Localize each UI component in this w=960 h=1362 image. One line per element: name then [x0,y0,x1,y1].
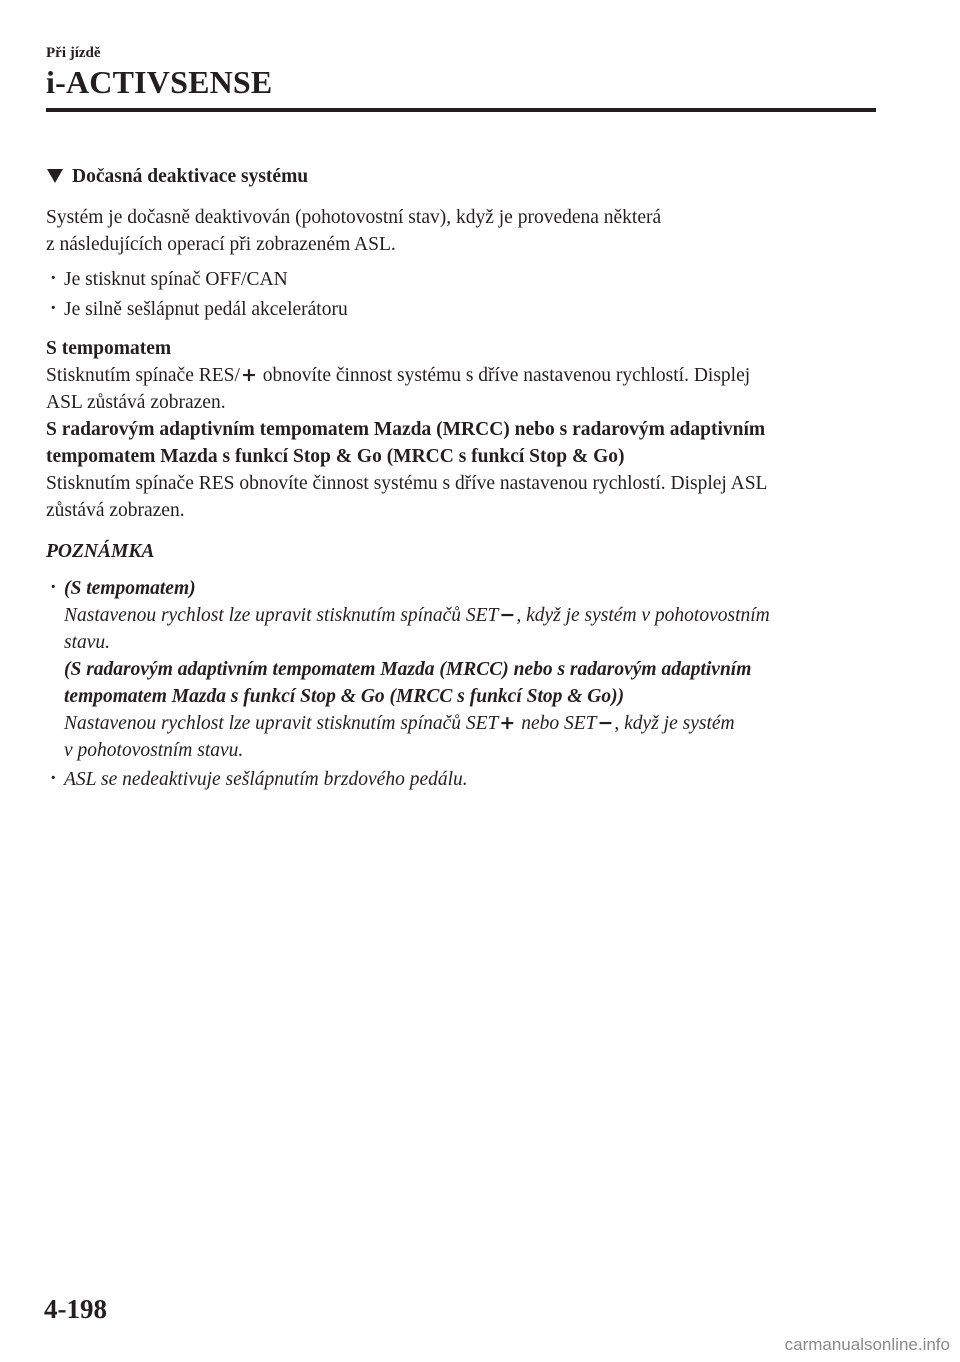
page-content [46,162,876,795]
note-list [46,575,876,793]
triangle-down-icon [47,169,63,183]
subsection-title: Dočasná deaktivace systému [72,165,309,187]
header-divider [46,108,876,112]
note-text-2-line-2: v pohotovostním stavu. [64,740,244,761]
note-title: POZNÁMKA [46,541,155,562]
mrcc-text [46,470,876,524]
note-text-1-before: Nastavenou rychlost lze upravit stisknutím spínačů SET [64,605,499,626]
note-text-1-after: , když je systém v pohotovostním [516,605,770,626]
page-header [46,44,876,100]
plus-icon: + [499,712,516,734]
note-item: · ASL se nedeaktivuje sešlápnutím brzdového pedálu. [46,766,876,793]
list-item: · Je stisknut spínač OFF/CAN [46,266,876,293]
mrcc-text-line-1: Stisknutím spínače RES obnovíte činnost systému s dříve nastavenou rychlostí. Displej ASL [46,473,768,494]
cruise-control-block [46,335,876,524]
minus-icon: − [597,712,614,734]
cruise-control-heading: S tempomatem [46,338,172,359]
watermark: carmanualsonline.info [784,1335,950,1354]
note-text-2-mid: nebo SET [516,713,597,734]
cruise-text-before: Stisknutím spínače RES/ [46,365,240,386]
plus-icon: + [240,364,257,386]
cruise-text-after: obnovíte činnost systému s dříve nastavenou rychlostí. Displej [257,365,751,386]
operations-list [46,266,876,323]
note-mrcc-heading-line-1: (S radarovým adaptivním tempomatem Mazda (MRCC) nebo s radarovým adaptivním [64,659,752,680]
note-text-2-after: , když je systém [614,713,735,734]
note-mrcc-heading-line-2: tempomatem Mazda s funkcí Stop & Go (MRCC s funkcí Stop & Go)) [64,686,625,707]
note-item [46,575,876,764]
cruise-control-text [46,362,876,416]
mrcc-text-line-2: zůstává zobrazen. [46,500,185,521]
minus-icon: − [499,604,516,626]
note-text-1-line-2: stavu. [64,632,111,653]
chapter-title: i-ACTIVSENSE [46,64,273,100]
page-number: 4-198 [44,1294,107,1324]
section-label: Při jízdě [46,45,101,61]
mrcc-heading-line-1: S radarovým adaptivním tempomatem Mazda (MRCC) nebo s radarovým adaptivním [46,419,766,440]
intro-line-2: z následujících operací při zobrazeném ASL. [46,234,396,255]
note-text-2-before: Nastavenou rychlost lze upravit stisknutím spínačů SET [64,713,499,734]
mrcc-heading-line-2: tempomatem Mazda s funkcí Stop & Go (MRCC s funkcí Stop & Go) [46,446,625,467]
list-item: · Je silně sešlápnut pedál akcelerátoru [46,296,876,323]
intro-line-1: Systém je dočasně deaktivován (pohotovostní stav), když je provedena některá [46,207,662,228]
mrcc-heading [46,416,876,470]
subsection-heading [46,162,876,190]
intro-paragraph [46,204,876,258]
note-cruise-heading: (S tempomatem) [64,578,196,599]
cruise-text-line-2: ASL zůstává zobrazen. [46,392,226,413]
